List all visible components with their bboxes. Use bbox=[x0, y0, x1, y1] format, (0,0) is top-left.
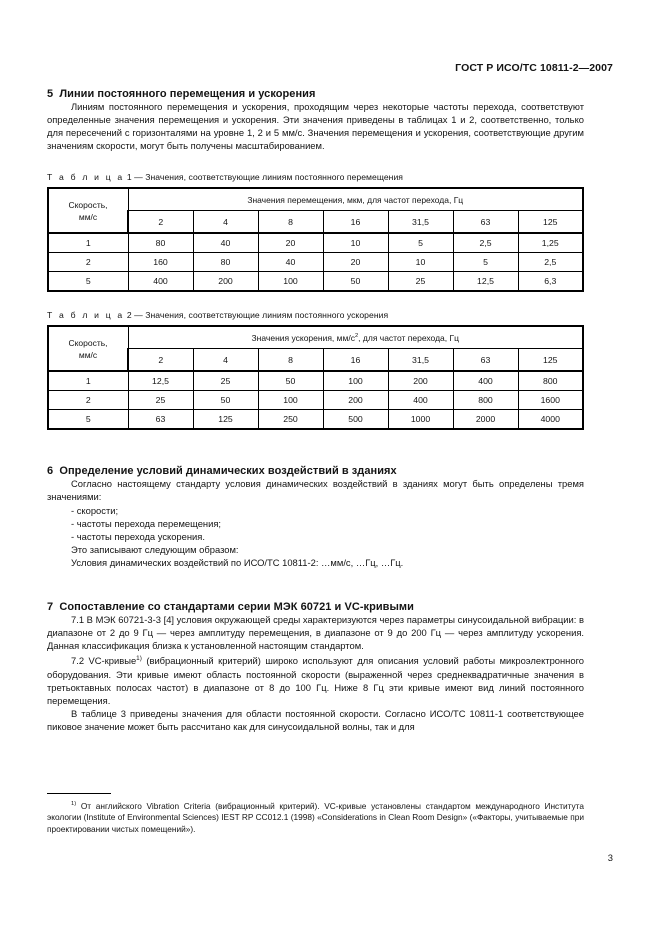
table-2-freq-header-3: 16 bbox=[323, 349, 388, 372]
table-1-r2-c1: 200 bbox=[193, 272, 258, 292]
table-1-head bbox=[48, 188, 583, 233]
table-2-r1-c2: 100 bbox=[258, 391, 323, 410]
table-2-r1-c0: 25 bbox=[128, 391, 193, 410]
table-2-caption-text: — Значения, соответствующие линиям постоянного ускорения bbox=[134, 310, 389, 321]
table-2-span-header bbox=[128, 326, 583, 349]
table-2-span-header-pre: Значения ускорения, мм/с bbox=[251, 332, 355, 343]
section-7-2-prefix: 7.2 VC-кривые bbox=[71, 655, 137, 667]
table-1-speed-header-line2: мм/с bbox=[78, 211, 98, 222]
table-1-freq-header-5: 63 bbox=[453, 211, 518, 234]
table-2-r1-c1: 50 bbox=[193, 391, 258, 410]
section-6-after-list-line-1: Это записывают следующим образом: bbox=[71, 543, 239, 555]
table-2-r0-speed: 1 bbox=[48, 371, 128, 391]
table-1-r0-c4: 5 bbox=[388, 233, 453, 253]
table-1-r2-c0: 400 bbox=[128, 272, 193, 292]
table-2-caption-label: Т а б л и ц а bbox=[47, 310, 125, 321]
footnote-marker: 1) bbox=[71, 801, 77, 807]
table-1-r2-speed: 5 bbox=[48, 272, 128, 292]
table-1-r1-c2: 40 bbox=[258, 253, 323, 272]
footnote-1 bbox=[47, 799, 584, 835]
table-1 bbox=[47, 187, 584, 292]
table-1-r1-c1: 80 bbox=[193, 253, 258, 272]
table-row bbox=[48, 391, 583, 410]
table-1-r2-c6: 6,3 bbox=[518, 272, 583, 292]
table-2-r0-c2: 50 bbox=[258, 371, 323, 391]
table-2-r0-c4: 200 bbox=[388, 371, 453, 391]
table-2-r2-c3: 500 bbox=[323, 410, 388, 430]
table-2-block bbox=[47, 310, 584, 430]
table-2-header-row-1 bbox=[48, 326, 583, 349]
table-1-r0-c0: 80 bbox=[128, 233, 193, 253]
table-2-r2-speed: 5 bbox=[48, 410, 128, 430]
section-5-heading: 5 Линии постоянного перемещения и ускорения bbox=[47, 88, 316, 100]
section-6-list-item-0: - скорости; bbox=[71, 504, 119, 516]
table-row bbox=[48, 410, 583, 430]
table-1-freq-header-2: 8 bbox=[258, 211, 323, 234]
table-row bbox=[48, 253, 583, 272]
table-1-caption-number: 1 bbox=[126, 172, 132, 183]
table-1-r1-speed: 2 bbox=[48, 253, 128, 272]
table-1-r1-c4: 10 bbox=[388, 253, 453, 272]
table-2-caption bbox=[47, 310, 584, 320]
table-2-r2-c0: 63 bbox=[128, 410, 193, 430]
table-2-head bbox=[48, 326, 583, 371]
table-1-freq-header-3: 16 bbox=[323, 211, 388, 234]
table-2-freq-header-4: 31,5 bbox=[388, 349, 453, 372]
table-2-header-row-2 bbox=[48, 349, 583, 372]
table-1-r2-c4: 25 bbox=[388, 272, 453, 292]
table-2-body bbox=[48, 371, 583, 429]
table-1-speed-header-line1: Скорость, bbox=[68, 199, 108, 210]
table-1-r2-c2: 100 bbox=[258, 272, 323, 292]
table-1-span-header-text: Значения перемещения, мкм, для частот перехода, Гц bbox=[247, 194, 464, 205]
table-2-r1-c3: 200 bbox=[323, 391, 388, 410]
table-2-r1-c4: 400 bbox=[388, 391, 453, 410]
table-1-caption-label: Т а б л и ц а bbox=[47, 172, 125, 183]
table-2-speed-header-line1: Скорость, bbox=[68, 337, 108, 348]
table-1-r0-c3: 10 bbox=[323, 233, 388, 253]
table-1-block bbox=[47, 172, 584, 292]
section-6-list-item-1: - частоты перехода перемещения; bbox=[71, 517, 222, 529]
table-2-r2-c2: 250 bbox=[258, 410, 323, 430]
table-2-r0-c0: 12,5 bbox=[128, 371, 193, 391]
table-2-r1-c5: 800 bbox=[453, 391, 518, 410]
table-2-r2-c1: 125 bbox=[193, 410, 258, 430]
section-6-paragraph: Согласно настоящему стандарту условия динамических воздействий в зданиях могут быть определены тремя значениями: bbox=[47, 478, 584, 503]
section-7-heading: 7 Сопоставление со стандартами серии МЭК 60721 и VC-кривыми bbox=[47, 601, 414, 614]
table-1-r0-speed: 1 bbox=[48, 233, 128, 253]
table-1-r1-c5: 5 bbox=[453, 253, 518, 272]
table-2-speed-header-line2: мм/с bbox=[78, 349, 98, 360]
footnote-separator-rule bbox=[47, 793, 111, 794]
section-7-paragraph-7-2 bbox=[47, 652, 584, 707]
table-1-freq-header-6: 125 bbox=[518, 211, 583, 234]
footnote-body: От английского Vibration Criteria (вибрационный критерий). VC-кривые установлены стандартом международного Института экологии (Institute of Environmental Sciences) IEST RP CC012.1 (1998) «Considerations in Clean Room Design» («Факторы, учитываемые при проектировании чистых помещений»). bbox=[47, 800, 584, 834]
table-1-freq-header-0: 2 bbox=[128, 211, 193, 234]
table-2-freq-header-1: 4 bbox=[193, 349, 258, 372]
table-row bbox=[48, 272, 583, 292]
table-1-r1-c6: 2,5 bbox=[518, 253, 583, 272]
table-2-r1-speed: 2 bbox=[48, 391, 128, 410]
table-2-freq-header-5: 63 bbox=[453, 349, 518, 372]
section-6-heading: 6 Определение условий динамических воздействий в зданиях bbox=[47, 465, 397, 478]
table-1-r1-c3: 20 bbox=[323, 253, 388, 272]
table-2-r1-c6: 1600 bbox=[518, 391, 583, 410]
table-1-r2-c3: 50 bbox=[323, 272, 388, 292]
section-7-paragraph-table3-ref: В таблице 3 приведены значения для области постоянной скорости. Согласно ИСО/ТС 10811-1 соответствующее пиковое значение может быть рассчитано как для синусоидальной волны, так и для bbox=[47, 707, 584, 732]
running-header bbox=[40, 62, 613, 74]
table-2-freq-header-0: 2 bbox=[128, 349, 193, 372]
table-1-caption bbox=[47, 172, 584, 182]
table-2-freq-header-2: 8 bbox=[258, 349, 323, 372]
table-2-r2-c6: 4000 bbox=[518, 410, 583, 430]
section-7-paragraph-7-1: 7.1 В МЭК 60721-3-3 [4] условия окружающей среды характеризуются через параметры синусоидальной вибрации: в диапазоне от 2 до 9 Гц — через амплитуду перемещения, в диапазоне от 9 до 200 Гц — через амплитуду ускорения. Данная классификация близка к установленной настоящим стандартом. bbox=[47, 614, 584, 652]
footnote-area bbox=[47, 793, 584, 835]
table-2-caption-number: 2 bbox=[126, 310, 132, 321]
table-1-body bbox=[48, 233, 583, 291]
section-6-list-item-2: - частоты перехода ускорения. bbox=[71, 530, 205, 542]
page-content bbox=[47, 88, 584, 733]
standard-designation: ГОСТ Р ИСО/ТС 10811-2—2007 bbox=[455, 62, 613, 74]
table-2-r0-c5: 400 bbox=[453, 371, 518, 391]
table-1-r0-c5: 2,5 bbox=[453, 233, 518, 253]
table-1-r0-c2: 20 bbox=[258, 233, 323, 253]
table-1-freq-header-4: 31,5 bbox=[388, 211, 453, 234]
table-2-r0-c6: 800 bbox=[518, 371, 583, 391]
page-number: 3 bbox=[607, 852, 613, 863]
table-1-r2-c5: 12,5 bbox=[453, 272, 518, 292]
table-2-freq-header-6: 125 bbox=[518, 349, 583, 372]
table-1-r0-c1: 40 bbox=[193, 233, 258, 253]
table-2-span-header-exponent: 2 bbox=[354, 333, 359, 340]
table-2-r0-c3: 100 bbox=[323, 371, 388, 391]
table-1-span-header bbox=[128, 188, 583, 211]
table-2-span-header-post: , для частот перехода, Гц bbox=[358, 332, 459, 343]
table-2 bbox=[47, 325, 584, 430]
table-1-freq-header-1: 4 bbox=[193, 211, 258, 234]
section-5-paragraph: Линиям постоянного перемещения и ускорения, проходящим через некоторые частоты перехода, соответствуют определенные значения перемещения и ускорения. Эти значения приведены в таблицах 1 и 2, соответственно, только для пересечений с горизонталями на уровне 1, 2 и 5 мм/с. Значения перемещения и ускорения, соответствующие другим значениям скорости, могут быть получены масштабированием. bbox=[47, 101, 584, 152]
footnote-reference-marker[interactable]: 1) bbox=[136, 655, 142, 663]
table-row bbox=[48, 233, 583, 253]
table-1-header-row-1 bbox=[48, 188, 583, 211]
table-1-r1-c0: 160 bbox=[128, 253, 193, 272]
table-1-speed-header bbox=[48, 188, 128, 233]
section-6-after-list-line-2: Условия динамических воздействий по ИСО/ТС 10811-2: …мм/с, …Гц, …Гц. bbox=[71, 556, 404, 568]
section-7-2-body: (вибрационный критерий) широко используют для описания условий работы микроэлектронного оборудования. Эти кривые имеют область постоянной скорости (выраженной через среднеквадратичные значения в третьоктавных полосах частот) в диапазоне от 8 до 100 Гц. Ниже 8 Гц эти кривые имеют вид линий постоянного перемещения. bbox=[47, 655, 584, 706]
table-row bbox=[48, 371, 583, 391]
table-2-speed-header bbox=[48, 326, 128, 371]
table-2-r2-c4: 1000 bbox=[388, 410, 453, 430]
table-2-r2-c5: 2000 bbox=[453, 410, 518, 430]
table-1-caption-text: — Значения, соответствующие линиям постоянного перемещения bbox=[134, 172, 404, 183]
table-1-r0-c6: 1,25 bbox=[518, 233, 583, 253]
table-2-r0-c1: 25 bbox=[193, 371, 258, 391]
table-1-header-row-2 bbox=[48, 211, 583, 234]
